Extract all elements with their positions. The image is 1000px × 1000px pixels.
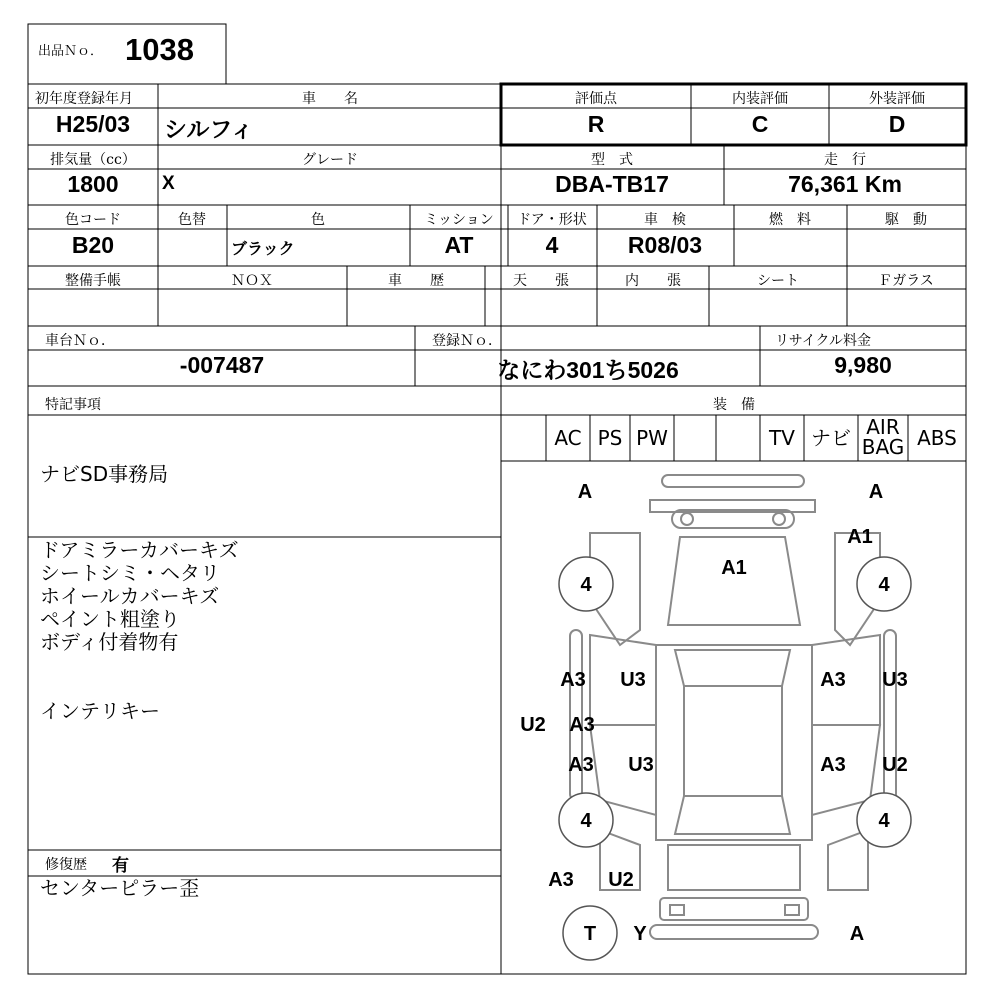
- door-shape-value: 4: [545, 232, 559, 258]
- inspection-label: 車 検: [644, 212, 686, 228]
- car-name-label: 車 名: [302, 91, 358, 107]
- exterior-grade-value: D: [888, 111, 906, 137]
- score-label: 評価点: [575, 91, 617, 107]
- interior-grade-value: C: [751, 111, 769, 137]
- color-code-label: 色コード: [65, 212, 121, 228]
- recycle-fee-label: リサイクル料金: [775, 333, 872, 349]
- notes-item: ボディ付着物有: [40, 630, 179, 654]
- mileage-label: 走 行: [824, 152, 866, 168]
- rear-window-outline: [675, 796, 790, 834]
- grade-label: グレード: [302, 152, 358, 168]
- service-book-label: 整備手帳: [65, 273, 121, 289]
- door-shape-label: ドア・形状: [517, 212, 587, 228]
- damage-mark-left-front-door: U3: [620, 669, 646, 691]
- repair-detail: センターピラー歪: [40, 876, 200, 900]
- mission-label: ミッション: [424, 212, 494, 228]
- damage-mark-left-rear-door: A3: [568, 754, 594, 776]
- registration-number-value: なにわ301ち5026: [497, 357, 679, 383]
- equipment-abs: ABS: [917, 426, 957, 450]
- tire-mark-rear-left: 4: [580, 810, 592, 832]
- trunk-outline: [668, 845, 800, 890]
- lot-number-label: 出品Ｎｏ．: [38, 44, 104, 59]
- score-value: R: [587, 111, 605, 137]
- notes-item: ホイールカバーキズ: [40, 584, 220, 608]
- color-value: ブラック: [231, 241, 295, 258]
- nox-label: ＮＯＸ: [231, 273, 273, 289]
- notes-intelligent-key: インテリキー: [40, 699, 160, 723]
- front-glass-label: Ｆガラス: [878, 273, 934, 289]
- damage-mark-right-rear-door: A3: [820, 754, 846, 776]
- equipment-airbag-line2: BAG: [861, 435, 905, 459]
- tire-mark-front-left: 4: [580, 574, 592, 596]
- vehicle-history-label: 車 歴: [388, 273, 444, 289]
- damage-mark-left-rear-door: U3: [628, 754, 654, 776]
- damage-mark-rear-left-fender: U2: [608, 869, 634, 891]
- seat-label: シート: [757, 273, 799, 289]
- damage-mark-front-right: A: [868, 481, 884, 503]
- rear-bumper-outline: [650, 925, 818, 939]
- model-label: 型 式: [591, 152, 633, 168]
- damage-mark-right-front-door: A3: [820, 669, 846, 691]
- mission-value: AT: [444, 232, 474, 258]
- recycle-fee-value: 9,980: [834, 352, 892, 378]
- drive-label: 駆 動: [885, 212, 927, 228]
- displacement-label: 排気量（cc）: [50, 152, 136, 168]
- hood-outline: [668, 537, 800, 625]
- inspection-value: R08/03: [627, 232, 703, 258]
- notes-label: 特記事項: [45, 397, 101, 413]
- fuel-label: 燃 料: [769, 212, 811, 228]
- damage-mark-right-rear-door: U2: [882, 754, 908, 776]
- lot-number: 1038: [125, 32, 194, 67]
- damage-mark-left-rail: U2: [520, 714, 546, 736]
- exterior-grade-label: 外装評価: [869, 91, 925, 107]
- chassis-number-value: -007487: [179, 352, 265, 378]
- notes-item: ペイント粗塗り: [40, 607, 180, 631]
- front-bumper-outline: [662, 475, 804, 487]
- spare-tire-mark: T: [583, 923, 597, 945]
- color-code-value: B20: [71, 232, 115, 258]
- cabin-outline: [656, 645, 812, 840]
- tire-mark-rear-right: 4: [878, 810, 890, 832]
- first-registration-value: H25/03: [55, 111, 131, 137]
- damage-mark-right-fender: A1: [847, 526, 873, 548]
- damage-mark-hood: A1: [721, 557, 747, 579]
- registration-number-label: 登録Ｎｏ．: [432, 333, 502, 349]
- displacement-value: 1800: [67, 171, 119, 197]
- damage-mark-front-left: A: [577, 481, 593, 503]
- equipment-label: 装 備: [713, 397, 755, 413]
- repair-history-label: 修復歴: [45, 857, 87, 873]
- damage-mark-left-rail: A3: [569, 714, 595, 736]
- damage-mark-left-front-door: A3: [560, 669, 586, 691]
- equipment-pw: PW: [636, 426, 668, 450]
- first-registration-label: 初年度登録年月: [35, 91, 133, 107]
- damage-mark-rear-bumper: Y: [633, 923, 647, 945]
- tire-mark-front-right: 4: [878, 574, 890, 596]
- notes-item: ドアミラーカバーキズ: [40, 538, 239, 562]
- equipment-navi: ナビ: [811, 426, 851, 450]
- car-name-value: シルフィ: [164, 116, 254, 142]
- damage-mark-right-front-door: U3: [882, 669, 908, 691]
- roof-lining-label: 天 張: [513, 273, 569, 289]
- repair-history-value: 有: [112, 856, 129, 875]
- mileage-value: 76,361 Km: [788, 171, 902, 197]
- interior-lining-label: 内 張: [625, 273, 681, 289]
- chassis-number-label: 車台Ｎｏ．: [45, 333, 115, 349]
- model-value: DBA-TB17: [555, 171, 669, 197]
- notes-item: シートシミ・ヘタリ: [40, 561, 220, 585]
- damage-mark-rear-right: A: [849, 923, 865, 945]
- damage-mark-rear-left-fender: A3: [548, 869, 574, 891]
- equipment-airbag-line1: AIR: [866, 415, 900, 439]
- equipment-ps: PS: [597, 426, 623, 450]
- grade-value: X: [162, 173, 175, 194]
- color-label: 色: [311, 212, 325, 228]
- equipment-ac: AC: [554, 426, 582, 450]
- equipment-tv: TV: [769, 426, 795, 450]
- windshield-outline: [675, 650, 790, 686]
- equipment-airbag: [858, 417, 908, 457]
- roof-outline: [684, 686, 782, 796]
- notes-line-navi: ナビSD事務局: [40, 462, 169, 486]
- interior-grade-label: 内装評価: [732, 91, 788, 107]
- repaint-label: 色替: [178, 212, 206, 228]
